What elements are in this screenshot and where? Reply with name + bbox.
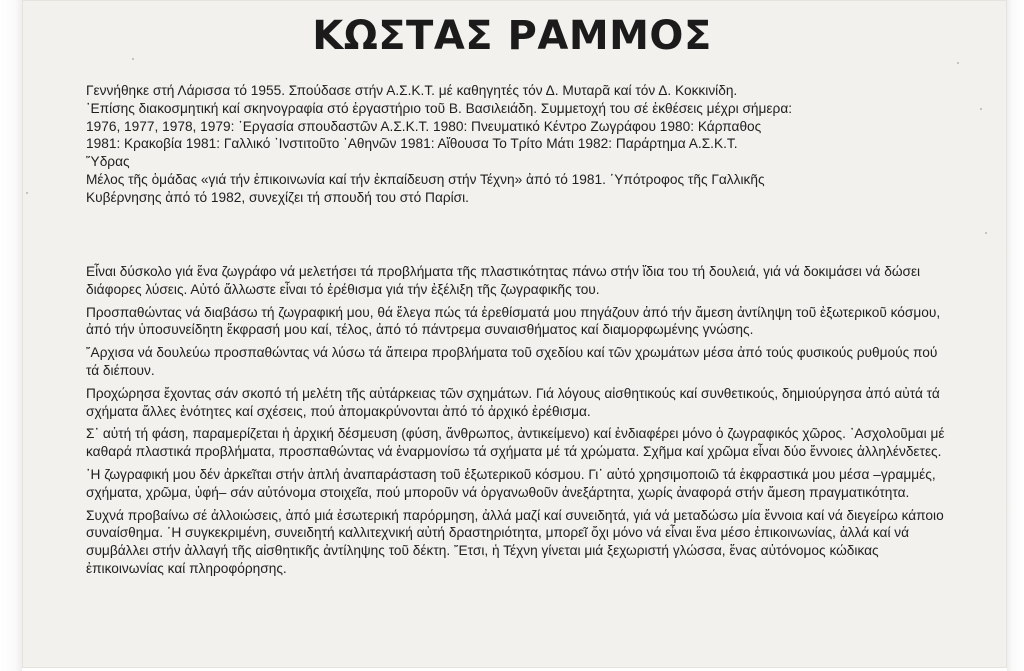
bio-line: ῾Επίσης διακοσμητική καί σκηνογραφία στό ἐργαστήριο τοῦ Β. Βασιλειάδη. Συμμετοχή του σέ ἐκθέσεις μέχρι σήμερα: (86, 100, 793, 116)
bio-line: Κυβέρνησης ἀπό τό 1982, συνεχίζει τή σπουδή του στό Παρίσι. (86, 189, 469, 205)
statement-paragraph: Προχώρησα ἔχοντας σάν σκοπό τή μελέτη τῆς αὐτάρκειας τῶν σχημάτων. Γιά λόγους αἰσθητικούς καί συνθετικούς, δημιούργησα ἀπό αὐτά τά σχήματα ἄλλες ἑνότητες καί σχέσεις, πού ἀπομακρύνονται ἀπό τό ἀρχικό ἐρέθισμα. (86, 385, 940, 419)
statement-paragraph: Προσπαθώντας νά διαβάσω τή ζωγραφική μου, θά ἔλεγα πώς τά ἐρεθίσματά μου πηγάζουν ἀπό τήν ἄμεση ἀντίληψη τοῦ ἐξωτερικοῦ κόσμου, ἀπό τήν ὑποσυνείδητη ἔκφρασή μου καί, τέλος, ἀπό τό πάντρεμα συναισθήματος καί διαμορφωμένης γνώσης. (86, 304, 941, 338)
paper-speck (957, 62, 959, 64)
biography-section (86, 82, 948, 207)
bio-line: ῞Υδρας (86, 154, 130, 170)
statement-paragraph: ῾Η ζωγραφική μου δέν ἀρκεῖται στήν ἁπλή ἀναπαράσταση τοῦ ἐξωτερικοῦ κόσμου. Γι᾿ αὐτό χρησιμοποιῶ τά ἐκφραστικά μου μέσα –γραμμές, σχήματα, χρῶμα, ὑφή– σάν αὐτόνομα στοιχεῖα, πού μποροῦν νά ὀργανωθοῦν ἀνεξάρτητα, χωρίς ἀναφορά στήν ἄμεση πραγματικότητα. (86, 466, 936, 500)
bio-line: 1981: Κρακοβία 1981: Γαλλικό ᾿Ινστιτοῦτο ᾿Αθηνῶν 1981: Αἴθουσα Το Τρίτο Μάτι 1982: Παράρτημα Α.Σ.Κ.Τ. (86, 136, 738, 152)
paper-speck (980, 108, 982, 110)
page-edge-left (0, 0, 22, 671)
bio-line: 1976, 1977, 1978, 1979: ῾Εργασία σπουδαστῶν Α.Σ.Κ.Τ. 1980: Πνευματικό Κέντρο Ζωγράφου 1980: Κάρπαθος (86, 118, 762, 134)
bio-line: Μέλος τῆς ὁμάδας «γιά τήν ἐπικοινωνία καί τήν ἐκπαίδευση στήν Τέχνη» ἀπό τό 1981. ῾Υπότροφος τῆς Γαλλικῆς (86, 171, 765, 187)
statement-paragraph: ῎Αρχισα νά δουλεύω προσπαθώντας νά λύσω τά ἄπειρα προβλήματα τοῦ σχεδίου καί τῶν χρωμάτων μέσα ἀπό τούς φυσικούς ρυθμούς πού τά διέπουν. (86, 345, 938, 378)
artist-statement (86, 263, 948, 583)
paper-speck (985, 232, 987, 234)
bio-line: Γεννήθηκε στή Λάρισσα τό 1955. Σπούδασε στήν Α.Σ.Κ.Τ. μέ καθηγητές τόν Δ. Μυταρᾶ καί τόν Δ. Κοκκινίδη. (86, 83, 738, 98)
statement-paragraph: Σ᾿ αὐτή τή φάση, παραμερίζεται ἡ ἀρχική δέσμευση (φύση, ἄνθρωπος, ἀντικείμενο) καί ἐνδιαφέρει μόνο ὁ ζωγραφικός χῶρος. ᾿Ασχολοῦμαι μέ καθαρά πλαστικά προβλήματα, προσπαθώντας νά ἐναρμονίσω τά σχήματα μέ τά χρώματα. Σχῆμα καί χρῶμα εἶναι δύο ἔννοιες ἀλληλένδετες. (86, 426, 945, 460)
page-title: ΚΩΣΤΑΣ ΡΑΜΜΟΣ (312, 13, 712, 59)
page-edge-right (1007, 0, 1024, 671)
statement-paragraph: Συχνά προβαίνω σέ ἀλλοιώσεις, ἀπό μιά ἐσωτερική παρόρμηση, ἀλλά μαζί καί συνειδητά, γιά νά μεταδώσω μία ἔννοια καί νά διεγείρω κάποιο συναίσθημα. ῾Η συγκεκριμένη, συνειδητή καλλιτεχνική αὐτή δραστηριότητα, μπορεῖ ὄχι μόνο νά εἶναι ἕνα μέσο ἐπικοινωνίας, ἀλλά καί νά συμβάλλει στήν ἀλλαγή τῆς αἰσθητικῆς ἀντίληψης τοῦ δέκτη. ῎Ετσι, ἡ Τέχνη γίνεται μιά ξεχωριστή γλώσσα, ἕνας αὐτόνομος κώδικας ἐπικοινωνίας καί πληροφόρησης. (86, 507, 944, 576)
paper-speck (26, 192, 28, 194)
statement-paragraph: Εἶναι δύσκολο γιά ἕνα ζωγράφο νά μελετήσει τά προβλήματα τῆς πλαστικότητας πάνω στήν ἴδια του τή δουλειά, γιά νά δοκιμάσει νά δώσει διάφορες λύσεις. Αὐτό ἄλλωστε εἶναι τό ἐρέθισμα γιά τήν ἐξέλιξη τῆς ζωγραφικῆς του. (86, 264, 921, 297)
